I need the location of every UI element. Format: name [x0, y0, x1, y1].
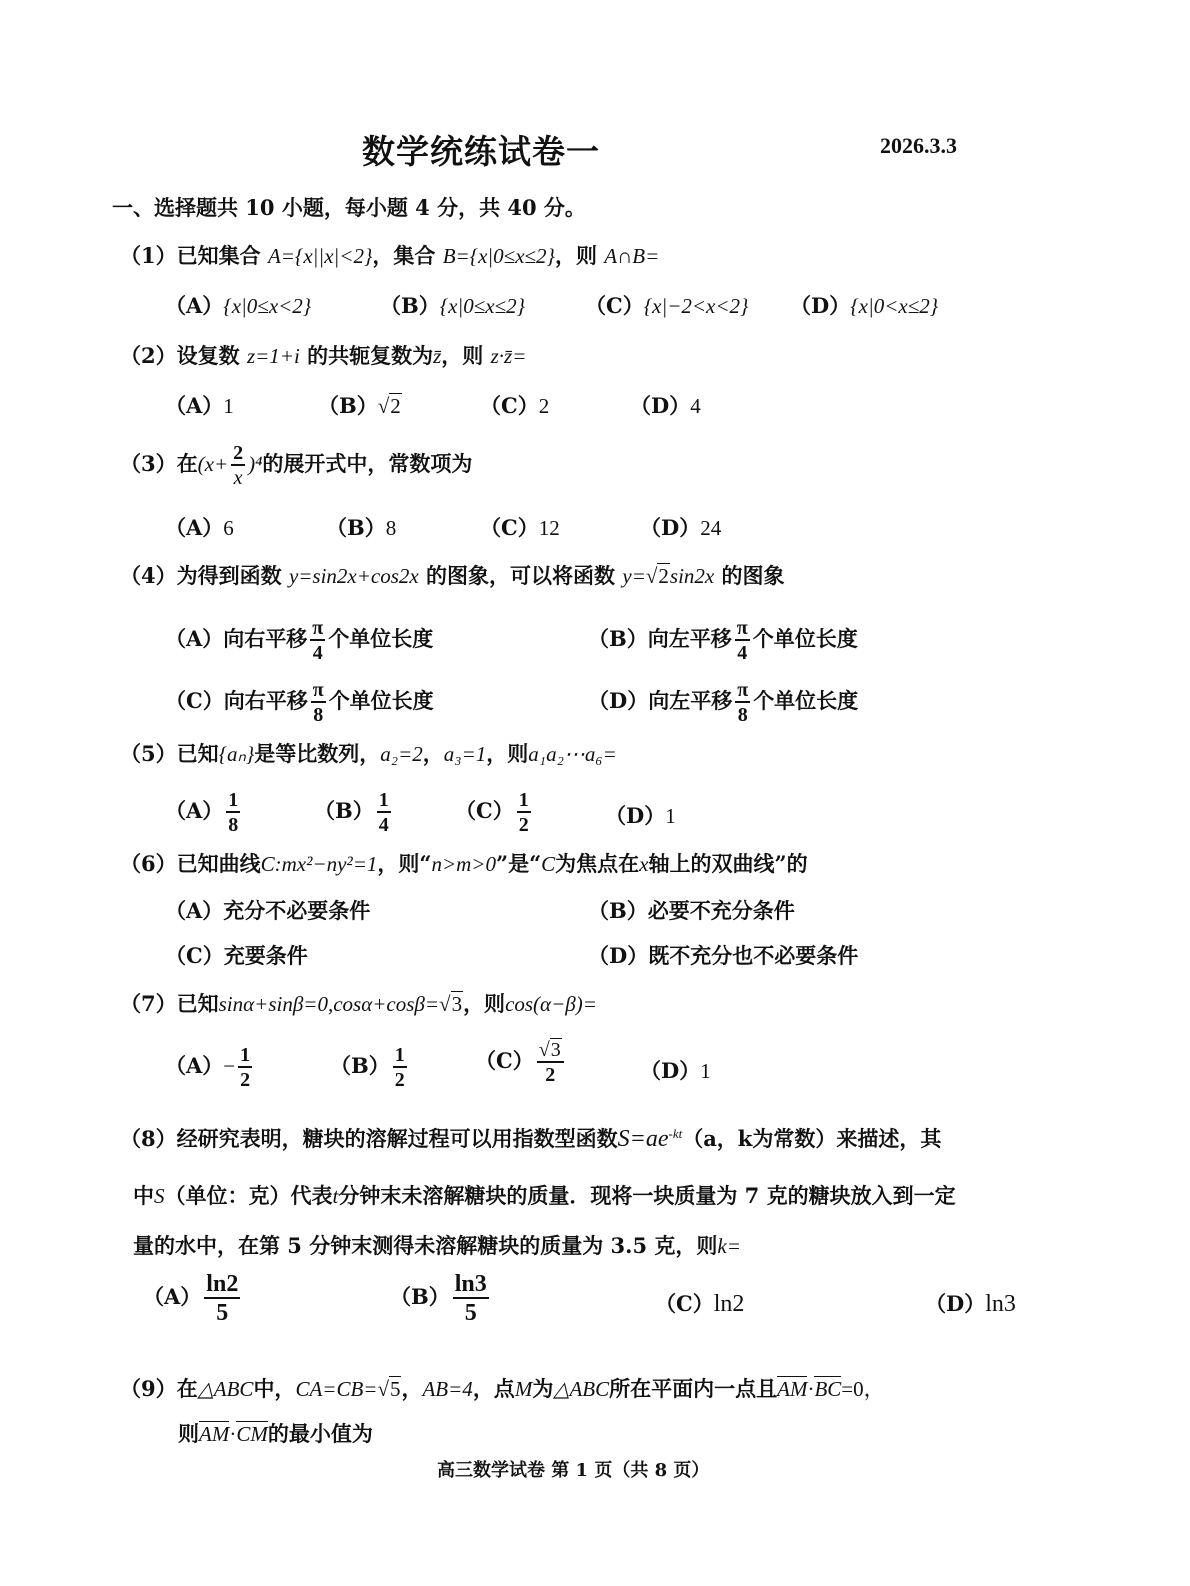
denominator: 2 — [518, 814, 529, 836]
option-text: 12 — [538, 516, 560, 540]
option-a[interactable] — [165, 290, 311, 320]
numerator: 1 — [378, 789, 389, 811]
denominator: 8 — [313, 704, 324, 726]
question-number: （3） — [120, 451, 177, 476]
option-b[interactable] — [380, 290, 525, 320]
section-heading: 一、选择题共 10 小题，每小题 4 分，共 40 分。 — [112, 195, 586, 220]
stem-text: ，则 — [554, 243, 605, 268]
math-expr: C:mx²−ny²=1 — [260, 852, 378, 876]
numerator: 1 — [228, 789, 239, 811]
dot-operator: · — [229, 1422, 237, 1446]
option-a[interactable] — [165, 512, 234, 542]
option-text: 24 — [700, 516, 722, 540]
option-text: 1 — [665, 804, 676, 828]
fraction — [226, 790, 240, 835]
option-label: （A） — [165, 798, 224, 823]
option-text: 2 — [538, 394, 550, 418]
option-d[interactable] — [790, 290, 938, 320]
fraction — [735, 680, 750, 725]
option-text: 必要不充分条件 — [647, 898, 795, 923]
option-a[interactable] — [165, 895, 370, 925]
option-label: （D） — [640, 515, 701, 540]
stem-text: 为 — [532, 1376, 554, 1401]
option-label: （C） — [165, 943, 224, 968]
stem-text: 所在平面内一点且 — [609, 1376, 778, 1401]
option-label: （D） — [925, 1291, 986, 1316]
stem-text: ，则 — [486, 741, 529, 766]
option-a[interactable] — [143, 1272, 243, 1325]
option-text: ln2 — [713, 1291, 745, 1317]
radicand: 3 — [451, 992, 463, 1016]
option-label: （D） — [790, 293, 851, 318]
option-c[interactable] — [475, 1040, 567, 1085]
option-label: （D） — [640, 1058, 701, 1083]
question-1 — [120, 240, 659, 270]
math-expr: sinα+sinβ=0,cosα+cosβ= — [218, 992, 440, 1016]
option-text: 向右平移 — [223, 626, 308, 651]
option-label: （C） — [655, 1291, 714, 1316]
question-number: （6） — [120, 851, 177, 876]
option-label: （A） — [165, 393, 224, 418]
stem-text: ，点 — [472, 1376, 515, 1401]
vector-am: AM — [777, 1377, 808, 1401]
question-3 — [120, 443, 472, 488]
stem-text: 为焦点在 — [555, 851, 640, 876]
option-c[interactable] — [480, 512, 560, 542]
option-label: （A） — [165, 293, 224, 318]
math-expr: y= — [622, 564, 646, 588]
stem-text: ，集合 — [372, 243, 443, 268]
stem-text: 在 — [176, 451, 198, 476]
stem-text: 的最小值为 — [267, 1421, 373, 1446]
math-expr: y=sin2x+cos2x — [288, 564, 419, 588]
math-expr: z=1+i — [246, 344, 300, 368]
option-b[interactable] — [318, 390, 402, 420]
option-label: （C） — [480, 515, 539, 540]
option-text: 1 — [223, 394, 234, 418]
denominator: 2 — [394, 1069, 405, 1091]
math-expr: CA=CB= — [295, 1377, 378, 1401]
math-expr: x — [639, 852, 649, 876]
fraction — [735, 618, 750, 663]
question-number: （2） — [120, 343, 177, 368]
math-expr: a₂=2 — [380, 742, 423, 766]
numerator: 1 — [394, 1044, 405, 1066]
question-9 — [120, 1373, 885, 1403]
stem-text: 经研究表明，糖块的溶解过程可以用指数型函数 — [176, 1126, 618, 1151]
numerator: π — [312, 617, 324, 639]
option-a[interactable] — [165, 390, 234, 420]
denominator: 2 — [545, 1064, 556, 1086]
option-label: （B） — [588, 626, 648, 651]
option-text: 向左平移 — [648, 688, 733, 713]
stem-text: 的图象 — [714, 563, 785, 588]
math-expr: cos(α−β)= — [505, 992, 597, 1016]
option-label: （B） — [318, 393, 378, 418]
fraction — [231, 443, 245, 488]
option-text: {x|−2<x<2} — [643, 294, 749, 318]
vector-cm: CM — [236, 1422, 268, 1446]
page-footer: 高三数学试卷 第 1 页（共 8 页） — [437, 1460, 710, 1481]
option-text: 6 — [223, 516, 234, 540]
numerator: 1 — [240, 1044, 251, 1066]
page-title: 数学统练试卷一 — [362, 132, 600, 171]
stem-text: 已知 — [176, 741, 219, 766]
sqrt-icon: √3 — [439, 992, 463, 1016]
option-text: {x|0≤x≤2} — [439, 294, 526, 318]
option-text: {x|0≤x<2} — [223, 294, 312, 318]
option-a[interactable] — [165, 790, 243, 835]
numerator: ln2 — [206, 1271, 239, 1297]
option-b[interactable] — [330, 1045, 410, 1090]
question-8-line-2 — [133, 1180, 956, 1210]
math-expr: a₃=1 — [443, 742, 487, 766]
option-d[interactable] — [588, 940, 858, 970]
stem-text: ，则“ — [377, 851, 432, 876]
option-a[interactable] — [165, 1045, 255, 1090]
question-number: （7） — [120, 991, 177, 1016]
sqrt-icon: √2 — [645, 564, 669, 588]
radicand: 2 — [390, 394, 401, 418]
option-b[interactable] — [588, 895, 795, 925]
stem-text: 为得到函数 — [176, 563, 289, 588]
stem-text: 的展开式中，常数项为 — [262, 451, 473, 476]
stem-text: 已知集合 — [176, 243, 268, 268]
stem-text: 中 — [133, 1183, 154, 1208]
stem-text: ， — [401, 1376, 423, 1401]
option-d[interactable] — [640, 512, 721, 542]
stem-text: ， — [422, 741, 444, 766]
option-d[interactable] — [630, 390, 701, 420]
option-c[interactable] — [165, 680, 434, 725]
dot-operator: · — [807, 1377, 815, 1401]
fraction — [238, 1045, 252, 1090]
math-expr: △ABC — [553, 1377, 610, 1401]
option-c[interactable] — [165, 940, 308, 970]
denominator: 5 — [216, 1300, 229, 1326]
option-a[interactable] — [165, 618, 433, 663]
stem-text: ”是“ — [495, 851, 542, 876]
stem-text: 量的水中，在第 5 分钟末测得未溶解糖块的质量为 3.5 克，则 — [133, 1233, 718, 1258]
fraction — [377, 790, 391, 835]
option-label: （C） — [455, 798, 514, 823]
option-c[interactable] — [655, 1288, 744, 1318]
numerator: 2 — [233, 442, 244, 464]
math-expr: z·z̄= — [490, 344, 527, 368]
option-label: （D） — [588, 688, 649, 713]
math-expr: {aₙ} — [218, 742, 255, 766]
option-label: （D） — [605, 803, 666, 828]
option-text: ln3 — [985, 1291, 1016, 1317]
stem-text: 设复数 — [176, 343, 247, 368]
sqrt-icon: √3 — [538, 1039, 561, 1061]
option-label: （B） — [326, 515, 386, 540]
denominator: 4 — [737, 642, 748, 664]
option-b[interactable] — [326, 512, 396, 542]
option-d[interactable] — [605, 800, 676, 830]
stem-text: 轴上的双曲线”的 — [648, 851, 808, 876]
stem-text: 中， — [253, 1376, 296, 1401]
math-expr: )⁴ — [248, 452, 263, 476]
denominator: 4 — [312, 642, 323, 664]
math-expr: △ABC — [197, 1377, 254, 1401]
numerator — [537, 1040, 564, 1063]
math-expr: (x+ — [197, 452, 229, 476]
exam-date: 2026.3.3 — [880, 133, 957, 158]
option-b[interactable] — [588, 618, 858, 663]
math-expr: C — [541, 852, 556, 876]
radicand: 3 — [550, 1039, 561, 1061]
question-number: （5） — [120, 741, 177, 766]
fraction — [393, 1045, 407, 1090]
numerator: π — [736, 617, 748, 639]
option-label: （A） — [165, 626, 224, 651]
option-text: 向左平移 — [647, 626, 732, 651]
fraction — [517, 790, 531, 835]
option-label: （A） — [165, 1053, 224, 1078]
stem-text: 的共轭复数为 — [299, 343, 434, 368]
option-label: （A） — [165, 898, 224, 923]
stem-text: 则 — [178, 1421, 199, 1446]
option-text: 充分不必要条件 — [223, 898, 371, 923]
option-label: （D） — [588, 943, 649, 968]
option-text: 充要条件 — [223, 943, 308, 968]
question-8-line-3 — [133, 1230, 741, 1260]
math-expr: z̄ — [433, 344, 442, 368]
option-label: （B） — [314, 798, 374, 823]
option-label: （A） — [165, 515, 224, 540]
math-expr: B={x|0≤x≤2} — [442, 244, 555, 268]
math-expr: n>m>0 — [431, 852, 496, 876]
option-c[interactable] — [455, 790, 534, 835]
option-label: （A） — [143, 1284, 202, 1309]
fraction — [204, 1272, 240, 1325]
stem-text: 在 — [176, 1376, 198, 1401]
option-label: （C） — [585, 293, 644, 318]
stem-text: （单位：克）代表 — [164, 1183, 333, 1208]
option-d[interactable] — [588, 680, 858, 725]
option-text: {x|0<x≤2} — [850, 294, 939, 318]
math-expr: AB=4 — [422, 1377, 473, 1401]
vector-am: AM — [199, 1422, 230, 1446]
sqrt-icon: √2 — [377, 394, 401, 418]
math-expr: sin2x — [669, 564, 715, 588]
question-4 — [120, 560, 785, 590]
exponent: -kt — [668, 1126, 683, 1141]
option-text: 8 — [385, 516, 397, 540]
math-expr: S=ae — [617, 1126, 669, 1152]
math-expr: A={x||x|<2} — [267, 244, 373, 268]
radicand: 2 — [658, 564, 669, 588]
question-number: （9） — [120, 1376, 177, 1401]
vector-bc: BC — [814, 1377, 842, 1401]
question-5 — [120, 738, 617, 768]
question-number: （4） — [120, 563, 177, 588]
denominator: 2 — [240, 1069, 251, 1091]
question-number: （8） — [120, 1126, 177, 1151]
option-b[interactable] — [390, 1272, 492, 1325]
numerator: ln3 — [454, 1271, 487, 1297]
math-expr: k= — [717, 1234, 741, 1258]
option-label: （C） — [475, 1048, 534, 1073]
math-expr: a₁a₂⋯a₆= — [528, 742, 617, 766]
option-text: 1 — [700, 1059, 711, 1083]
stem-text: ，则 — [463, 991, 506, 1016]
denominator: 5 — [464, 1300, 477, 1326]
stem-text: 的图象，可以将函数 — [418, 563, 623, 588]
minus-sign: − — [223, 1054, 236, 1078]
option-text: 个单位长度 — [753, 688, 859, 713]
option-label: （B） — [380, 293, 440, 318]
numerator: π — [312, 679, 324, 701]
option-label: （B） — [588, 898, 648, 923]
sqrt-icon: √5 — [377, 1377, 401, 1401]
math-expr: A∩B= — [604, 244, 660, 268]
option-text: 个单位长度 — [752, 626, 858, 651]
denominator: 8 — [228, 814, 239, 836]
question-2 — [120, 340, 526, 370]
option-text: 个单位长度 — [328, 688, 434, 713]
stem-text: 是等比数列， — [254, 741, 381, 766]
denominator: 4 — [378, 814, 389, 836]
denominator: x — [233, 467, 243, 489]
option-label: （B） — [330, 1053, 390, 1078]
numerator: π — [737, 679, 749, 701]
option-d[interactable] — [925, 1288, 1016, 1318]
math-expr: S — [154, 1184, 165, 1208]
stem-text: （a，k为常数）来描述，其 — [682, 1126, 942, 1151]
numerator: 1 — [518, 789, 529, 811]
math-expr: t — [332, 1184, 339, 1208]
question-6 — [120, 848, 808, 878]
question-8 — [120, 1123, 941, 1153]
option-text: 个单位长度 — [328, 626, 434, 651]
denominator: 8 — [737, 704, 748, 726]
math-expr: =0， — [841, 1377, 885, 1401]
option-c[interactable] — [585, 290, 748, 320]
option-text: 既不充分也不必要条件 — [648, 943, 859, 968]
option-label: （C） — [480, 393, 539, 418]
option-label: （D） — [630, 393, 691, 418]
option-b[interactable] — [314, 790, 394, 835]
stem-text: 分钟末未溶解糖块的质量．现将一块质量为 7 克的糖块放入到一定 — [338, 1183, 956, 1208]
fraction — [310, 618, 325, 663]
stem-text: ，则 — [441, 343, 491, 368]
fraction — [311, 680, 326, 725]
option-c[interactable] — [480, 390, 549, 420]
question-number: （1） — [120, 243, 177, 268]
stem-text: 已知曲线 — [176, 851, 261, 876]
math-expr: M — [514, 1377, 533, 1401]
question-7 — [120, 988, 597, 1018]
option-text: 4 — [690, 394, 701, 418]
option-label: （B） — [390, 1284, 450, 1309]
question-9-line-2 — [178, 1418, 373, 1448]
radicand: 5 — [389, 1377, 401, 1401]
option-text: 向右平移 — [223, 688, 308, 713]
option-label: （C） — [165, 688, 224, 713]
option-d[interactable] — [640, 1055, 711, 1085]
fraction — [453, 1272, 489, 1325]
fraction — [537, 1040, 564, 1085]
stem-text: 已知 — [176, 991, 219, 1016]
